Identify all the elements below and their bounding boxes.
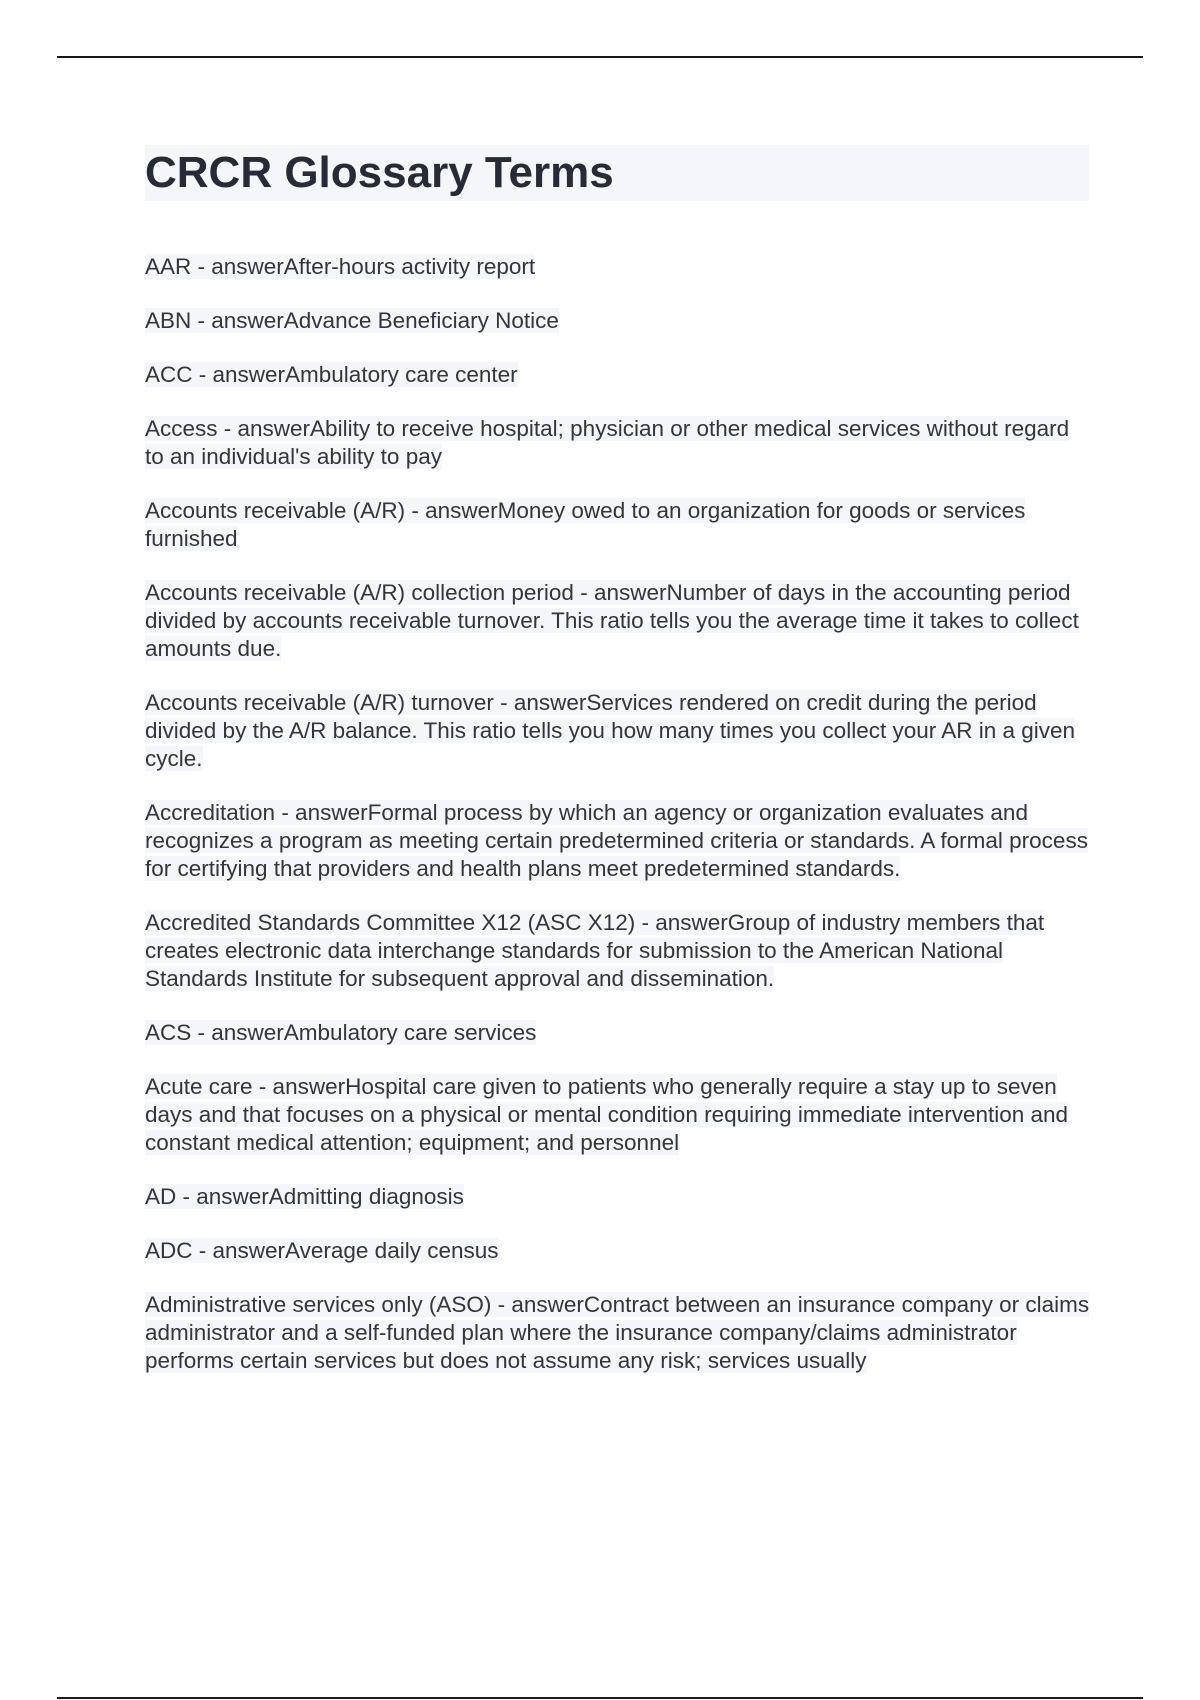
glossary-entry [145,497,1090,553]
glossary-entry [145,307,1090,335]
glossary-entry-text: ABN - answerAdvance Beneficiary Notice [145,308,559,333]
glossary-entry-text: ACC - answerAmbulatory care center [145,362,518,387]
glossary-entry-text: Accredited Standards Committee X12 (ASC X12) - answerGroup of industry members that creates electronic data interchange standards for submission to the American National Standards Institute for subsequent approval and dissemination. [145,910,1045,991]
glossary-entry-text: Acute care - answerHospital care given to patients who generally require a stay up to seven days and that focuses on a physical or mental condition requiring immediate intervention and constant medical attention; equipment; and personnel [145,1074,1069,1155]
glossary-entry [145,1073,1090,1157]
glossary-list [145,253,1090,1401]
glossary-entry [145,799,1090,883]
glossary-entry [145,689,1090,773]
glossary-entry-text: Accreditation - answerFormal process by which an agency or organization evaluates and recognizes a program as meeting certain predetermined criteria or standards. A formal process for certifying that providers and health plans meet predetermined standards. [145,800,1088,881]
glossary-entry-text: ADC - answerAverage daily census [145,1238,499,1263]
glossary-entry-text: ACS - answerAmbulatory care services [145,1020,537,1045]
glossary-entry [145,415,1090,471]
glossary-entry [145,909,1090,993]
glossary-entry-text: Administrative services only (ASO) - answerContract between an insurance company or claims administrator and a self-funded plan where the insurance company/claims administrator performs certain services but does not assume any risk; services usually [145,1292,1090,1373]
glossary-entry [145,253,1090,281]
footer-rule [57,1697,1143,1699]
glossary-entry [145,1019,1090,1047]
glossary-entry [145,579,1090,663]
glossary-entry-text: Accounts receivable (A/R) - answerMoney owed to an organization for goods or services furnished [145,498,1026,551]
glossary-entry-text: Access - answerAbility to receive hospital; physician or other medical services without regard to an individual's ability to pay [145,416,1070,469]
header-rule [57,56,1143,58]
glossary-entry [145,1183,1090,1211]
glossary-entry [145,361,1090,389]
glossary-entry-text: Accounts receivable (A/R) turnover - answerServices rendered on credit during the period divided by the A/R balance. This ratio tells you how many times you collect your AR in a given cycle. [145,690,1076,771]
glossary-entry [145,1237,1090,1265]
glossary-entry [145,1291,1090,1375]
page-title: CRCR Glossary Terms [145,148,614,197]
glossary-entry-text: AD - answerAdmitting diagnosis [145,1184,464,1209]
glossary-entry-text: AAR - answerAfter-hours activity report [145,254,536,279]
glossary-entry-text: Accounts receivable (A/R) collection period - answerNumber of days in the accounting period divided by accounts receivable turnover. This ratio tells you the average time it takes to collect amounts due. [145,580,1079,661]
